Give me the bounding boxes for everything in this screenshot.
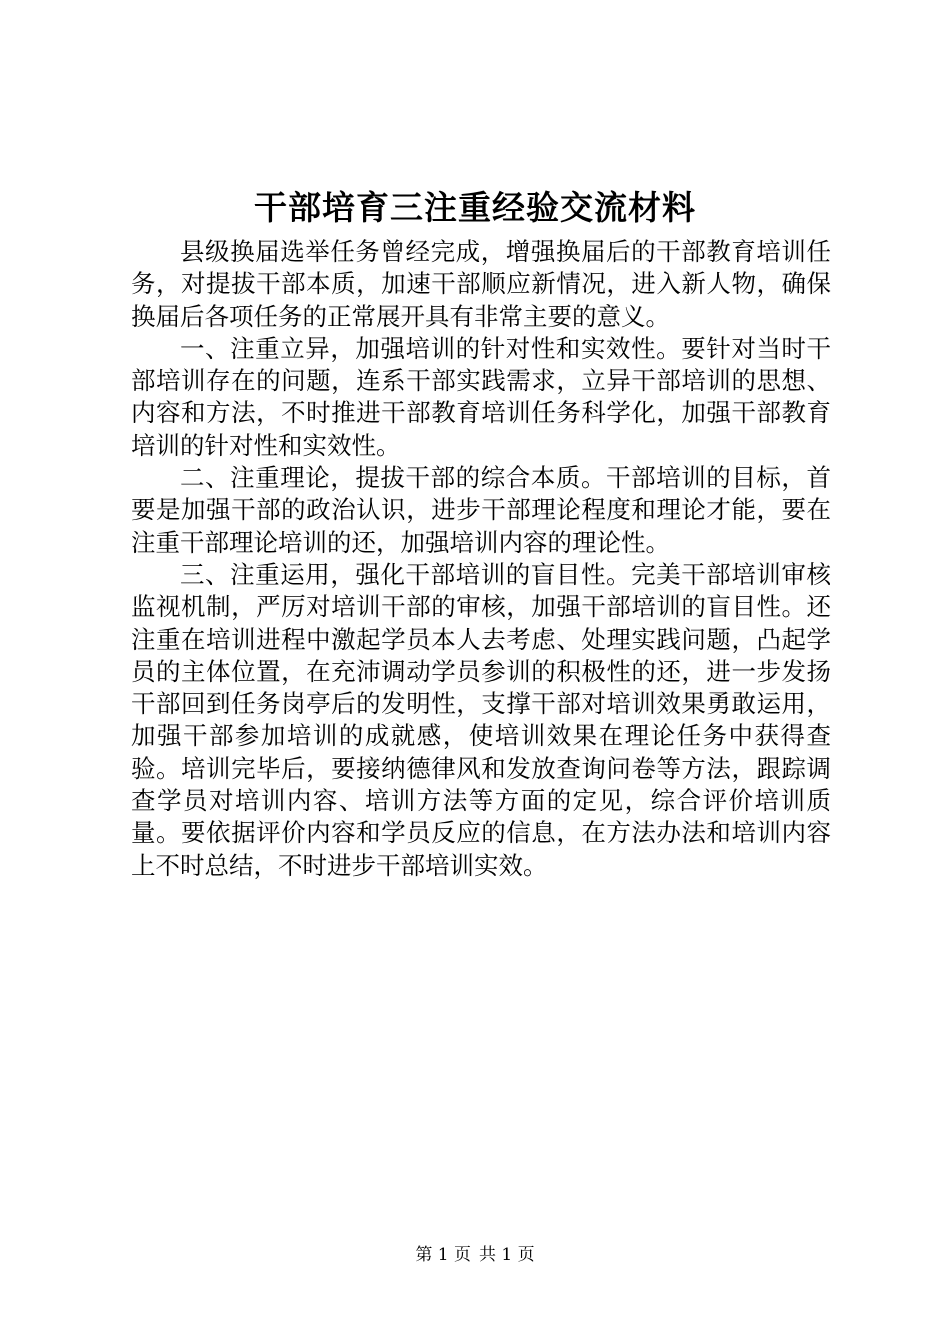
section-one-paragraph: 一、注重立异，加强培训的针对性和实效性。要针对当时干部培训存在的问题，连系干部实践需求，立异干部培训的思想、内容和方法，不时推进干部教育培训任务科学化，加强干部教育培训的针对性和实效性。 [131, 333, 831, 460]
document-title: 干部培育三注重经验交流材料 [254, 188, 696, 227]
document-body [131, 236, 831, 882]
page-number: 第 1 页 [415, 1245, 471, 1265]
section-three-paragraph: 三、注重运用，强化干部培训的盲目性。完美干部培训审核监视机制，严厉对培训干部的审核，加强干部培训的盲目性。还注重在培训进程中激起学员本人去考虑、处理实践问题，凸起学员的主体位置，在充沛调动学员参训的积极性的还，进一步发扬干部回到任务岗亭后的发明性，支撑干部对培训效果勇敢运用，加强干部参加培训的成就感，使培训效果在理论任务中获得查验。培训完毕后，要接纳德律风和发放查询问卷等方法，跟踪调查学员对培训内容、培训方法等方面的定见，综合评价培训质量。要依据评价内容和学员反应的信息，在方法办法和培训内容上不时总结，不时进步干部培训实效。 [131, 559, 831, 880]
intro-paragraph: 县级换届选举任务曾经完成，增强换届后的干部教育培训任务，对提拔干部本质，加速干部顺应新情况，进入新人物，确保换届后各项任务的正常展开具有非常主要的意义。 [131, 237, 831, 331]
page-total: 共 1 页 [479, 1245, 535, 1265]
section-two-paragraph: 二、注重理论，提拔干部的综合本质。干部培训的目标，首要是加强干部的政治认识，进步干部理论程度和理论才能，要在注重干部理论培训的还，加强培训内容的理论性。 [131, 463, 831, 557]
page-footer [0, 1243, 950, 1267]
